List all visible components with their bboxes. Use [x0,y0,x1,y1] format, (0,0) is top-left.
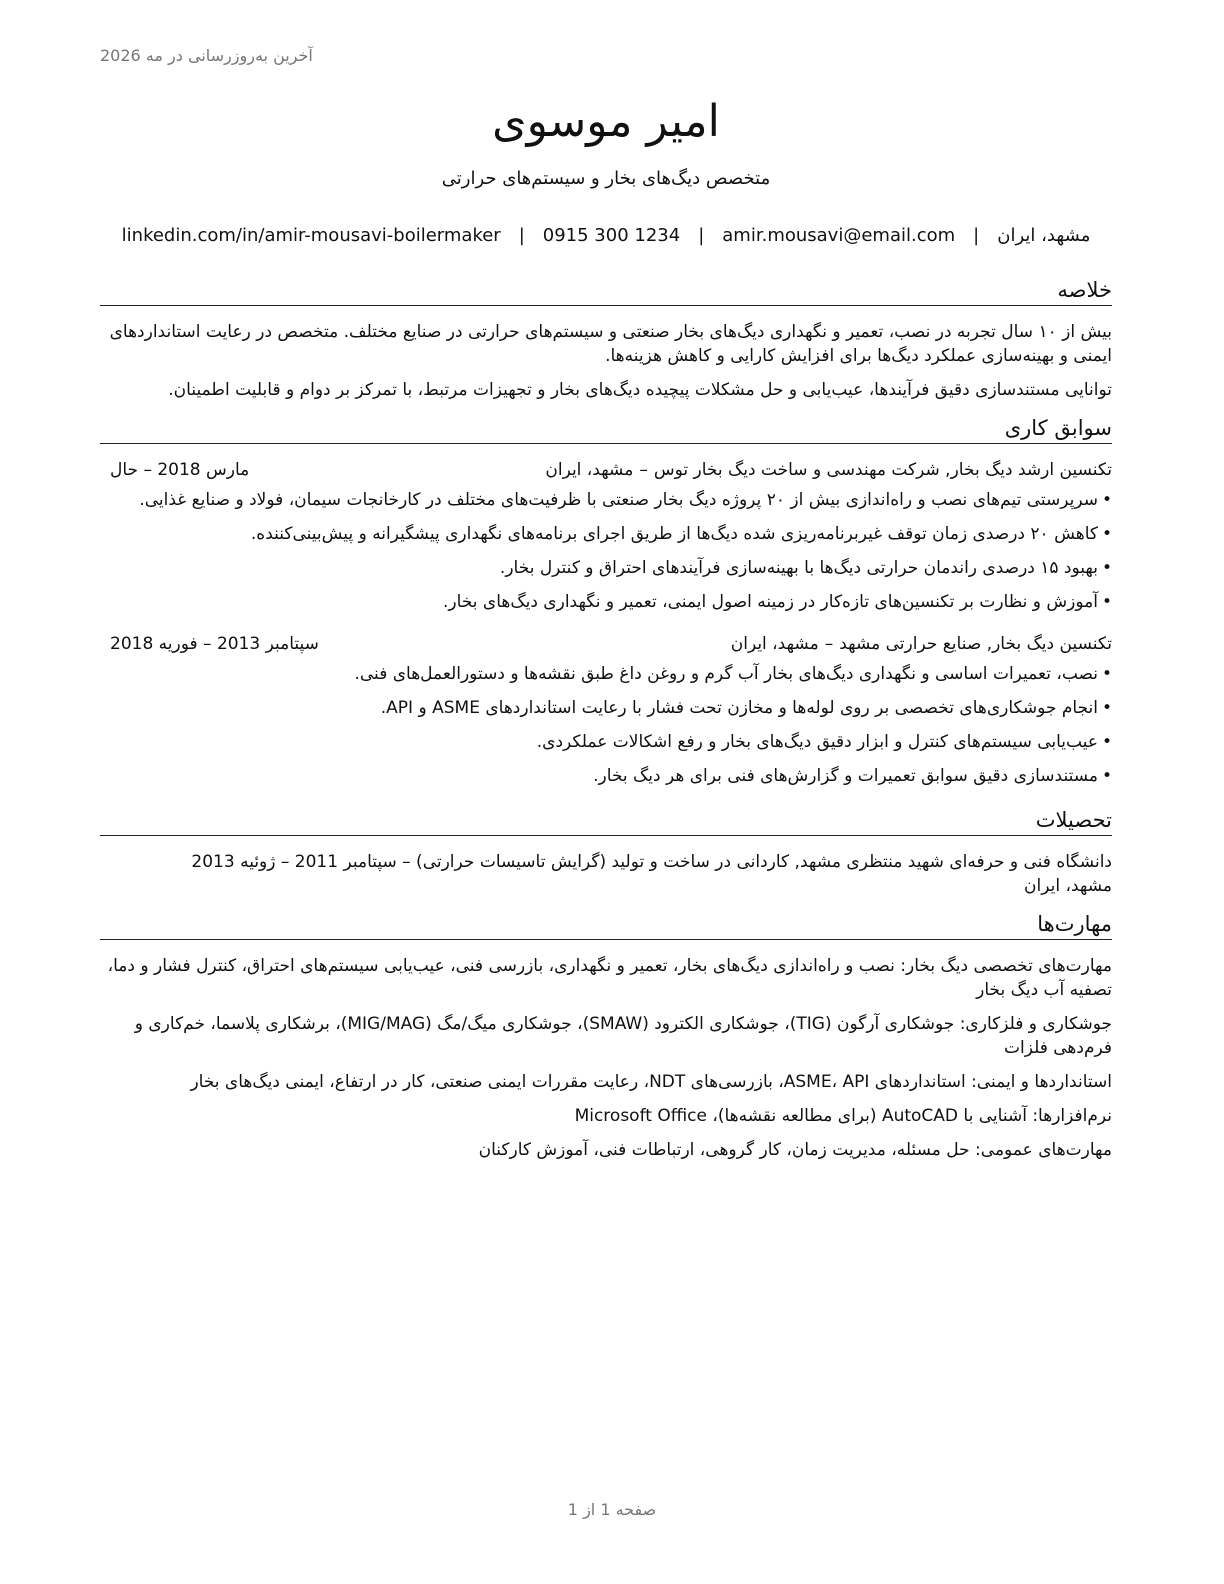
contact-separator: | [518,225,525,246]
section-title-experience: سوابق کاری [100,414,1112,444]
skill-line: مهارت‌های تخصصی دیگ بخار: نصب و راه‌اندازی دیگ‌های بخار، تعمیر و نگهداری، بازرسی فنی، عیب‌یابی سیستم‌های احتراق، کنترل فشار و دما، تصفیه آب دیگ بخار [107,956,1112,1000]
contact-location: مشهد، ایران [997,225,1091,246]
skill-line: مهارت‌های عمومی: حل مسئله، مدیریت زمان، کار گروهی، ارتباطات فنی، آموزش کارکنان [478,1140,1112,1160]
person-title: متخصص دیگ‌های بخار و سیستم‌های حرارتی [441,168,771,189]
job-bullets [100,662,1112,788]
section-title-skills: مهارت‌ها [100,910,1112,940]
job-bullet: • نصب، تعمیرات اساسی و نگهداری دیگ‌های بخار آب گرم و روغن داغ طبق نقشه‌ها و دستورالعمل‌های فنی. [100,662,1112,686]
education-entry: دانشگاه فنی و حرفه‌ای شهید منتظری مشهد, کاردانی در ساخت و تولید (گرایش تاسیسات حرارتی) – سپتامبر 2011 – ژوئیه 2013 [191,852,1112,872]
summary-paragraph: توانایی مستندسازی دقیق فرآیندها، عیب‌یابی و حل مشکلات پیچیده دیگ‌های بخار و تجهیزات مرتبط، با تمرکز بر دوام و قابلیت اطمینان. [168,380,1112,400]
education-location: مشهد، ایران [1024,876,1112,896]
contact-phone[interactable]: 0915 300 1234 [542,225,681,246]
job-bullet: • عیب‌یابی سیستم‌های کنترل و ابزار دقیق دیگ‌های بخار و رفع اشکالات عملکردی. [100,730,1112,754]
job-bullet: • انجام جوشکاری‌های تخصصی بر روی لوله‌ها و مخازن تحت فشار با رعایت استانداردهای ASME و API. [100,696,1112,720]
experience-section [100,414,1112,788]
job-bullet: • آموزش و نظارت بر تکنسین‌های تازه‌کار در زمینه اصول ایمنی، تعمیر و نگهداری دیگ‌های بخار. [100,590,1112,614]
summary-paragraph: بیش از ۱۰ سال تجربه در نصب، تعمیر و نگهداری دیگ‌های بخار صنعتی و سیستم‌های حرارتی در صنایع مختلف. متخصص در رعایت استانداردهای ایمنی و بهینه‌سازی عملکرد دیگ‌ها برای افزایش کارایی و کاهش هزینه‌ها. [109,322,1112,366]
contact-email[interactable]: amir.mousavi@email.com [722,225,956,246]
job-location: مشهد، ایران [545,460,634,480]
contact-line [100,222,1112,250]
job-header [100,632,1112,656]
job-bullets [100,488,1112,614]
job-bullet: • بهبود ۱۵ درصدی راندمان حرارتی دیگ‌ها با بهینه‌سازی فرآیندهای احتراق و کنترل بخار. [100,556,1112,580]
skill-line: نرم‌افزارها: آشنایی با AutoCAD (برای مطالعه نقشه‌ها)، Microsoft Office [574,1106,1112,1126]
person-name: امیر موسوی [492,96,720,147]
education-section [100,806,1112,898]
job-bullet: • کاهش ۲۰ درصدی زمان توقف غیربرنامه‌ریزی شده دیگ‌ها از طریق اجرای برنامه‌های نگهداری پیشگیرانه و پیش‌بینی‌کننده. [100,522,1112,546]
job-dates: سپتامبر 2013 – فوریه 2018 [110,634,319,654]
job-entry [100,458,1112,614]
job-dates: مارس 2018 – حال [110,460,250,480]
summary-section [100,276,1112,402]
job-dash: – [824,634,834,654]
job-bullet: • سرپرستی تیم‌های نصب و راه‌اندازی بیش از ۲۰ پروژه دیگ بخار صنعتی با ظرفیت‌های مختلف در کارخانجات سیمان، فولاد و صنایع غذایی. [100,488,1112,512]
job-entry [100,632,1112,788]
resume-body [100,276,1112,1174]
section-title-education: تحصیلات [100,806,1112,836]
job-title: تکنسین ارشد دیگ بخار, شرکت مهندسی و ساخت دیگ بخار توس [653,460,1112,480]
job-location: مشهد، ایران [730,634,819,654]
page-number: صفحه 1 از 1 [567,1500,657,1519]
resume-header [100,92,1112,192]
skill-line: استانداردها و ایمنی: استانداردهای ASME، API، بازرسی‌های NDT، رعایت مقررات ایمنی صنعتی، کار در ارتفاع، ایمنی دیگ‌های بخار [190,1072,1112,1092]
contact-separator: | [973,225,980,246]
contact-separator: | [698,225,705,246]
job-title: تکنسین دیگ بخار, صنایع حرارتی مشهد [839,634,1112,654]
last-updated-note: آخرین به‌روزرسانی در مه 2026 [100,46,313,65]
job-header [100,458,1112,482]
skills-section [100,910,1112,1162]
job-bullet: • مستندسازی دقیق سوابق تعمیرات و گزارش‌های فنی برای هر دیگ بخار. [100,764,1112,788]
section-title-summary: خلاصه [100,276,1112,306]
contact-linkedin[interactable]: linkedin.com/in/amir-mousavi-boilermaker [121,225,501,246]
skill-line: جوشکاری و فلزکاری: جوشکاری آرگون (TIG)، جوشکاری الکترود (SMAW)، جوشکاری میگ/مگ (MIG/MAG)، برشکاری پلاسما، خم‌کاری و فرم‌دهی فلزات [134,1014,1112,1058]
job-dash: – [639,460,648,480]
